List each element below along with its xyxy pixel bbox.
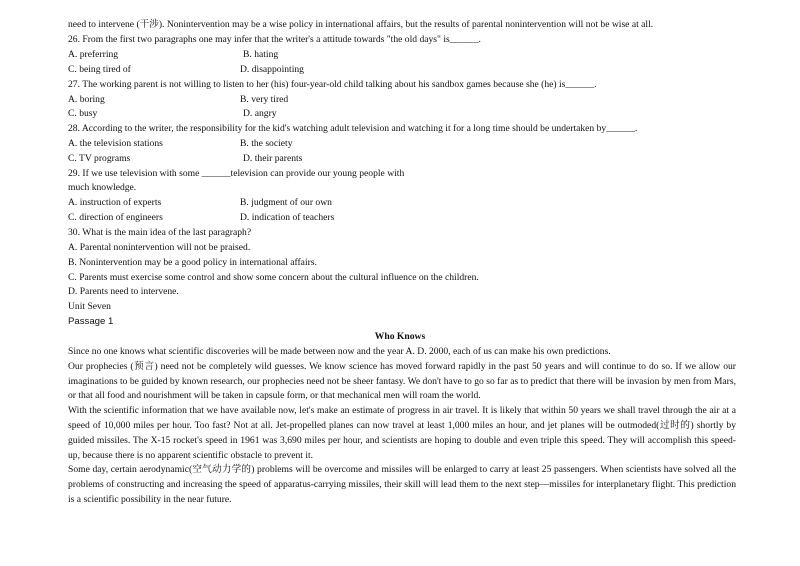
q30-option-d: D. Parents need to intervene.: [68, 286, 179, 297]
q30-option-a: A. Parental nonintervention will not be praised.: [68, 242, 251, 253]
q30-option-c: C. Parents must exercise some control and show some concern about the cultural influence on the children.: [68, 272, 479, 283]
q27-option-c: C. busy: [68, 108, 98, 119]
unit-heading: Unit Seven: [68, 301, 111, 312]
q29-option-b: B. judgment of our own: [240, 197, 332, 208]
question-29-cont: much knowledge.: [68, 182, 137, 193]
q28-option-a: A. the television stations: [68, 138, 163, 149]
paragraph-4: Some day, certain aerodynamic(空气动力学的) problems will be overcome and missiles will be enlarged to carry at least 25 passengers. When scientists have solved all the problems of constructing and increasing the speed of apparatus-carrying missiles, their skill will lead them to the next step—missiles for interplanetary flight. This prediction is a scientific possibility in the near future.: [68, 464, 736, 505]
paragraph-2: Our prophecies (预言) need not be completely wild guesses. We know science has moved forward rapidly in the past 50 years and will continue to do so. If we allow our imaginations to be guided by known research, our prophecies need not be sheer fantasy. We don't have to go so far as to predict that there will be invasion by men from Mars, or that all food and nourishment will be taken in capsule form, or that mechanical men will roam the world.: [68, 360, 736, 402]
q27-option-b: B. very tired: [240, 94, 289, 105]
paragraph-3: With the scientific information that we have available now, let's make an estimate of progress in air travel. It is likely that within 50 years we shall travel through the air at a speed of 10,000 miles per hour. Too fast? Not at all. Jet-propelled planes can now travel at least 1,000 miles an hour, and jet planes will be outmoded(过时的) shortly by guided missiles. The X-15 rocket's speed in 1961 was 3,690 miles per hour, and scientists are hoping to double and even triple this speed. They will accomplish this speed-up, because there is no apparent scientific obstacle to prevent it.: [68, 405, 736, 461]
q29-option-a: A. instruction of experts: [68, 197, 162, 208]
q28-option-d: D. their parents: [243, 153, 303, 164]
q26-option-d: D. disappointing: [240, 64, 304, 75]
paragraph-1: Since no one knows what scientific discoveries will be made between now and the year A. D. 2000, each of us can make his own predictions.: [68, 346, 611, 357]
q27-option-a: A. boring: [68, 94, 105, 105]
q29-option-c: C. direction of engineers: [68, 212, 163, 223]
passage-body: [68, 345, 736, 508]
question-29: 29. If we use television with some ______television can provide our young people with: [68, 168, 405, 179]
q29-option-d: D. indication of teachers: [240, 212, 335, 223]
question-27: 27. The working parent is not willing to listen to her (his) four-year-old child talking about his sandbox games because she (he) is______.: [68, 79, 597, 90]
q28-option-b: B. the society: [240, 138, 293, 149]
question-28: 28. According to the writer, the responsibility for the kid's watching adult television and watching it for a long time should be undertaken by______.: [68, 123, 638, 134]
q30-option-b: B. Nonintervention may be a good policy in international affairs.: [68, 257, 317, 268]
question-30: 30. What is the main idea of the last paragraph?: [68, 227, 252, 238]
question-26: 26. From the first two paragraphs one may infer that the writer's a attitude towards "the old days" is______.: [68, 34, 481, 45]
q26-option-a: A. preferring: [68, 49, 119, 60]
passage-title: Who Knows: [374, 331, 426, 342]
passage-heading: Passage 1: [68, 316, 114, 327]
q26-option-b: B. hating: [243, 49, 279, 60]
q28-option-c: C. TV programs: [68, 153, 131, 164]
intro-line: need to intervene (干涉). Nonintervention may be a wise policy in international affairs, but the results of parental nonintervention will not be wise at all.: [68, 19, 654, 30]
q26-option-c: C. being tired of: [68, 64, 131, 75]
q27-option-d: D. angry: [243, 108, 277, 119]
